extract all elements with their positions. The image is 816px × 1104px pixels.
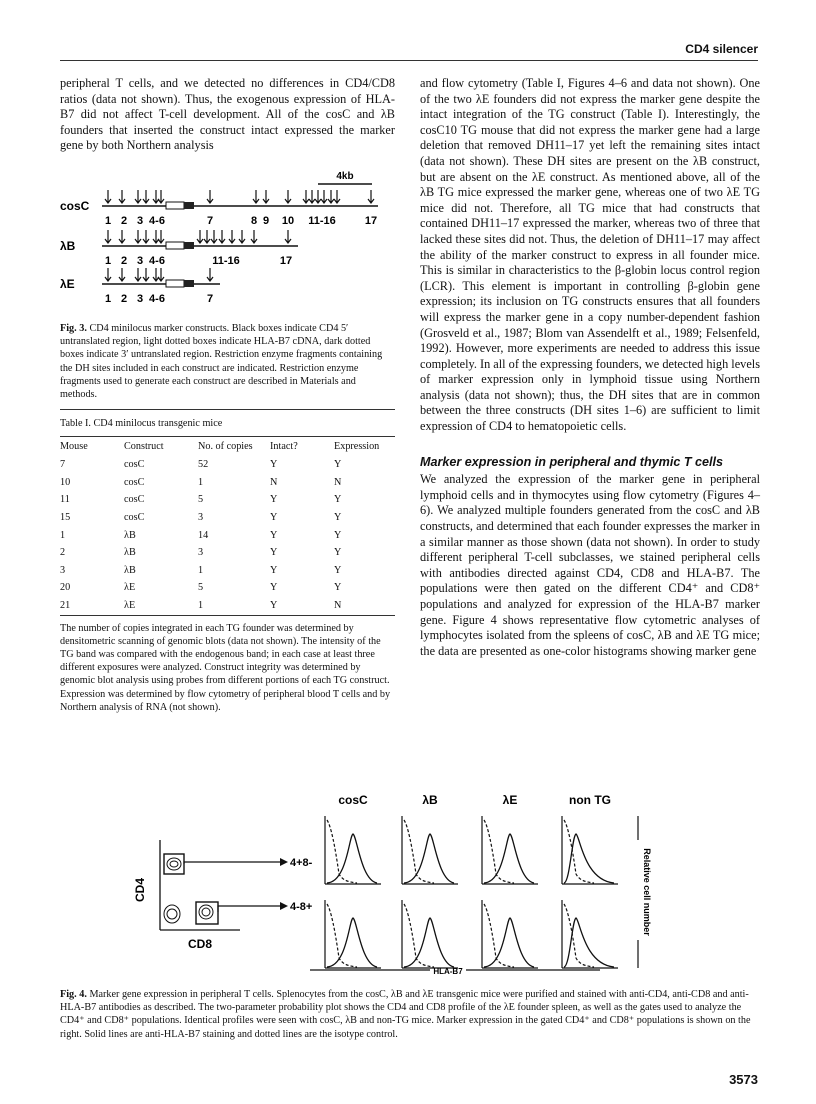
histogram-isotype-curve xyxy=(484,820,514,883)
dotplot-y-label: CD4 xyxy=(133,877,147,903)
right-paragraph-2: We analyzed the expression of the marker gene in peripheral lymphoid cells and in thymocytes using flow cytometry (Figures 4–6). We analyzed multiple founders generated from the cosC and λB constructs, and determined that each founder expresses the marker in a similar manner as those shown (data not shown). In order to study different peripheral T-cell subclasses, we stained peripheral cells with antibodies directed against CD4, CD8 and HLA-B7. The populations were then gated on the different CD4⁺ and CD8⁺ populations and analyzed for expression of the HLA-B7 marker gene. Figure 4 shows representative flow cytometric analyses of lymphocytes isolated from the spleens of cosC, λB and λE TG mice; the data are presented as one-color histograms showing marker gene xyxy=(420,472,760,658)
page-number: 3573 xyxy=(729,1072,758,1087)
table-row xyxy=(60,527,395,545)
table-row xyxy=(60,597,395,615)
table-cell: 1 xyxy=(198,599,204,611)
population-contour xyxy=(202,908,210,916)
table-cell: Y xyxy=(334,511,342,523)
dh-site-arrows xyxy=(105,190,374,203)
scale-bar xyxy=(318,171,372,184)
right-paragraph-1: and flow cytometry (Table I, Figures 4–6 and data not shown). One of the two λE founders did not express the marker gene despite the intact integration of the TG construct (Table I). Interestingly, the cosC10 TG mouse that did not express the marker gene had a large deletion that removed DH11–17 yet left the remaining sites intact (data not shown). These DH sites are present on the λB construct, but are absent on the λE construct. As mentioned above, all of the λB TG mice expressed the marker gene, whereas one of two λE TG mice did not. Therefore, all TG mice that had constructs that contained DH11–17 expressed the marker, whereas two of three that lacked these sites did not. Thus, the deletion of DH11–17 may affect the ability of the marker construct to express in all founder mice. This is similar in characteristics to the β-globin locus control region (LCR). This element is important in controlling β-globin gene expression; its inclusion on TG constructs ensures that all founders will express the marker gene in a copy number-dependent fashion (Grosveld et al., 1987; Blom van Assendelft et al., 1989; Felsenfeld, 1992). However, more experiments are needed to address this issue completely. In all of the expressing founders, we detected high levels of marker expression only in lymphoid tissue using Northern analysis (data not shown); thus, the DH sites that are in common between the three constructs (DH sites 1–6) are sufficient to limit expression of CD4 to hematopoietic cells. xyxy=(420,76,760,434)
dh-label: 17 xyxy=(364,215,378,227)
table-row xyxy=(60,579,395,597)
running-title: CD4 silencer xyxy=(685,42,758,56)
dh-label: 11-16 xyxy=(212,255,240,267)
dh-label: 3 xyxy=(136,255,144,267)
gate-label: 4+8- xyxy=(290,857,313,869)
gate-label: 4-8+ xyxy=(290,901,313,913)
histogram-stain-curve xyxy=(404,834,454,883)
figure-3-construct-map xyxy=(60,168,395,308)
table-cell: 1 xyxy=(198,564,204,576)
column-header: non TG xyxy=(569,793,611,807)
figure-4-flow-cytometry xyxy=(130,790,690,980)
table-cell: Y xyxy=(270,511,278,523)
dh-label: 2 xyxy=(120,255,128,267)
table-cell: cosC xyxy=(124,476,145,488)
table-cell: 5 xyxy=(198,494,204,506)
histogram-isotype-curve xyxy=(327,820,357,883)
dh-label: 10 xyxy=(281,215,295,227)
column-header: cosC xyxy=(338,793,368,807)
dh-label: 1 xyxy=(104,215,112,227)
construct-cosc xyxy=(60,190,378,227)
construct-lambda-e xyxy=(60,268,220,305)
caption-text: Marker gene expression in peripheral T cells. Splenocytes from the cosC, λB and λE transgenic mice were purified and stained with anti-CD4, anti-CD8 and anti-HLA-B7 antibodies as described. The two-parameter probability plot shows the CD4 and CD8 profile of the λE founder spleen, as well as the gates used to analyze the CD4⁺ and CD8⁺ populations. Identical profiles were seen with cosC, λB and non-TG mice. Marker expression in the gated CD4⁺ and CD8⁺ populations is shown on the right. Solid lines are anti-HLA-B7 staining and dotted lines are the isotype control. xyxy=(60,989,751,1040)
dh-label: 3 xyxy=(136,293,144,305)
table-cell: 1 xyxy=(60,529,66,541)
arrowhead xyxy=(280,902,288,910)
histogram-stain-curve xyxy=(564,918,614,967)
column-header: Expression xyxy=(334,440,380,452)
table-cell: 3 xyxy=(198,511,204,523)
dh-label: 1 xyxy=(104,255,112,267)
dh-site-labels xyxy=(105,215,377,227)
table-cell: Y xyxy=(270,547,278,559)
table-cell: Y xyxy=(270,564,278,576)
table-cell: 15 xyxy=(60,511,71,523)
table-cell: 5 xyxy=(198,582,204,594)
histogram-stain-curve xyxy=(564,834,614,883)
caption-label: Fig. 4. xyxy=(60,989,87,1000)
dh-label: 1 xyxy=(104,293,112,305)
column-header: No. of copies xyxy=(198,440,253,452)
caption-label: Fig. 3. xyxy=(60,323,87,334)
table-cell: cosC xyxy=(124,494,145,506)
table-cell: Y xyxy=(334,494,342,506)
table-cell: λB xyxy=(124,529,136,541)
population-contour xyxy=(167,858,181,870)
side-label: Relative cell number xyxy=(642,848,652,936)
left-paragraph-1: peripheral T cells, and we detected no differences in CD4/CD8 ratios (data not shown). Thus, the exogenous expression of HLA-B7 did not affect T-cell development. All of the cosC and λB founders that inserted the construct intact expressed the marker gene by both Northern analysis xyxy=(60,76,395,153)
table-cell: N xyxy=(334,599,342,611)
dh-label: 3 xyxy=(136,215,144,227)
table-cell: λB xyxy=(124,547,136,559)
table-top-rule xyxy=(60,409,395,410)
table-cell: Y xyxy=(334,564,342,576)
table-cell: 11 xyxy=(60,494,70,506)
histogram-stain-curve xyxy=(327,918,377,967)
table-cell: 2 xyxy=(60,547,66,559)
construct-name: cosC xyxy=(60,199,90,213)
table-cell: 20 xyxy=(60,582,71,594)
figure-4-caption xyxy=(60,988,760,1041)
column-header: λB xyxy=(422,793,438,807)
table-cell: Y xyxy=(270,599,278,611)
table-row xyxy=(60,456,395,474)
figure-3-caption xyxy=(60,322,395,401)
section-title: Marker expression in peripheral and thymic T cells xyxy=(420,454,724,469)
dh-label: 7 xyxy=(206,293,214,305)
table-cell: cosC xyxy=(124,511,145,523)
dh-label: 11-16 xyxy=(308,215,336,227)
dh-site-labels xyxy=(105,293,213,305)
table-title: Table I. CD4 minilocus transgenic mice xyxy=(60,418,223,429)
table-cell: 1 xyxy=(198,476,204,488)
right-column xyxy=(420,76,760,659)
table-cell: Y xyxy=(334,459,342,471)
gate-arrow-cd8 xyxy=(218,906,285,912)
table-row xyxy=(60,544,395,562)
column-header: Intact? xyxy=(270,440,298,452)
dh-label: 2 xyxy=(120,215,128,227)
table-cell: Y xyxy=(334,582,342,594)
table-bottom-rule xyxy=(60,615,395,616)
table-row xyxy=(60,509,395,527)
dh-label: 9 xyxy=(262,215,270,227)
table-cell: 21 xyxy=(60,599,71,611)
scale-bar-label: 4kb xyxy=(336,171,354,182)
table-footnote: The number of copies integrated in each TG founder was determined by densitometric scanning of genomic blots (data not shown). The intensity of the TG band was compared with the endogenous band; in each case at least three different exposures were analyzed. Construct integrity was determined by genomic blot analysis using probes from different portions of each TG construct. Expression was determined by flow cytometry of peripheral blood T cells and by Northern analysis of RNA (not shown). xyxy=(60,622,391,713)
left-column xyxy=(60,76,395,154)
table-header-row xyxy=(60,437,395,457)
table-cell: Y xyxy=(334,547,342,559)
table-cell: Y xyxy=(270,494,278,506)
column-header: Mouse xyxy=(60,440,88,452)
hist-x-axis-label: HLA-B7 xyxy=(433,967,463,976)
population-contour xyxy=(167,909,177,919)
table-row xyxy=(60,474,395,492)
dh-site-arrows xyxy=(105,230,291,243)
table-cell: cosC xyxy=(124,459,145,471)
dh-label: 2 xyxy=(120,293,128,305)
dh-site-labels xyxy=(105,255,292,267)
table-cell: 52 xyxy=(198,459,209,471)
table-row xyxy=(60,562,395,580)
arrowhead xyxy=(280,858,288,866)
dh-label: 8 xyxy=(250,215,258,227)
table-cell: 10 xyxy=(60,476,71,488)
dh-label: 17 xyxy=(279,255,293,267)
table-cell: λE xyxy=(124,582,136,594)
histogram-isotype-curve xyxy=(327,904,357,967)
population-contour xyxy=(164,905,180,923)
table-cell: 7 xyxy=(60,459,66,471)
table-cell: Y xyxy=(270,582,278,594)
dh-label: 7 xyxy=(206,215,214,227)
histogram-stain-curve xyxy=(327,834,377,883)
table-cell: 3 xyxy=(60,564,66,576)
dh-label: 4-6 xyxy=(149,293,165,305)
table-cell: Y xyxy=(270,459,278,471)
table-cell: 14 xyxy=(198,529,209,541)
dh-site-arrows xyxy=(105,268,213,281)
histogram-stain-curve xyxy=(404,918,454,967)
caption-text: CD4 minilocus marker constructs. Black boxes indicate CD4 5′ untranslated region, light dotted boxes indicate HLA-B7 cDNA, dark dotted boxes indicate 3′ untranslated region. Restriction enzyme fragments containing the DH sites included in each construct are indicated. Restriction enzyme fragments used to generate each construct are described in Materials and methods. xyxy=(60,323,383,401)
table-body xyxy=(60,437,395,615)
header-rule xyxy=(60,60,758,61)
table-cell: 3 xyxy=(198,547,204,559)
histogram-isotype-curve xyxy=(484,904,514,967)
population-contour xyxy=(170,861,178,867)
construct-name: λB xyxy=(60,239,76,253)
dh-label: 4-6 xyxy=(149,255,165,267)
population-contour xyxy=(199,905,213,919)
table-cell: λE xyxy=(124,599,136,611)
table-cell: λB xyxy=(124,564,136,576)
histogram-stain-curve xyxy=(484,918,534,967)
histogram-stain-curve xyxy=(484,834,534,883)
gate-arrow-cd4 xyxy=(184,862,285,864)
table-cell: Y xyxy=(270,529,278,541)
histogram-isotype-curve xyxy=(404,904,434,967)
dh-label: 4-6 xyxy=(149,215,165,227)
table-1 xyxy=(60,409,395,714)
construct-name: λE xyxy=(60,277,75,291)
table-cell: Y xyxy=(334,529,342,541)
dotplot-x-label: CD8 xyxy=(187,937,213,951)
histogram-isotype-curve xyxy=(404,820,434,883)
construct-lambda-b xyxy=(60,230,298,267)
table-cell: N xyxy=(334,476,342,488)
table-cell: N xyxy=(270,476,278,488)
column-header: λE xyxy=(502,793,518,807)
table-row xyxy=(60,491,395,509)
column-header: Construct xyxy=(124,440,164,452)
